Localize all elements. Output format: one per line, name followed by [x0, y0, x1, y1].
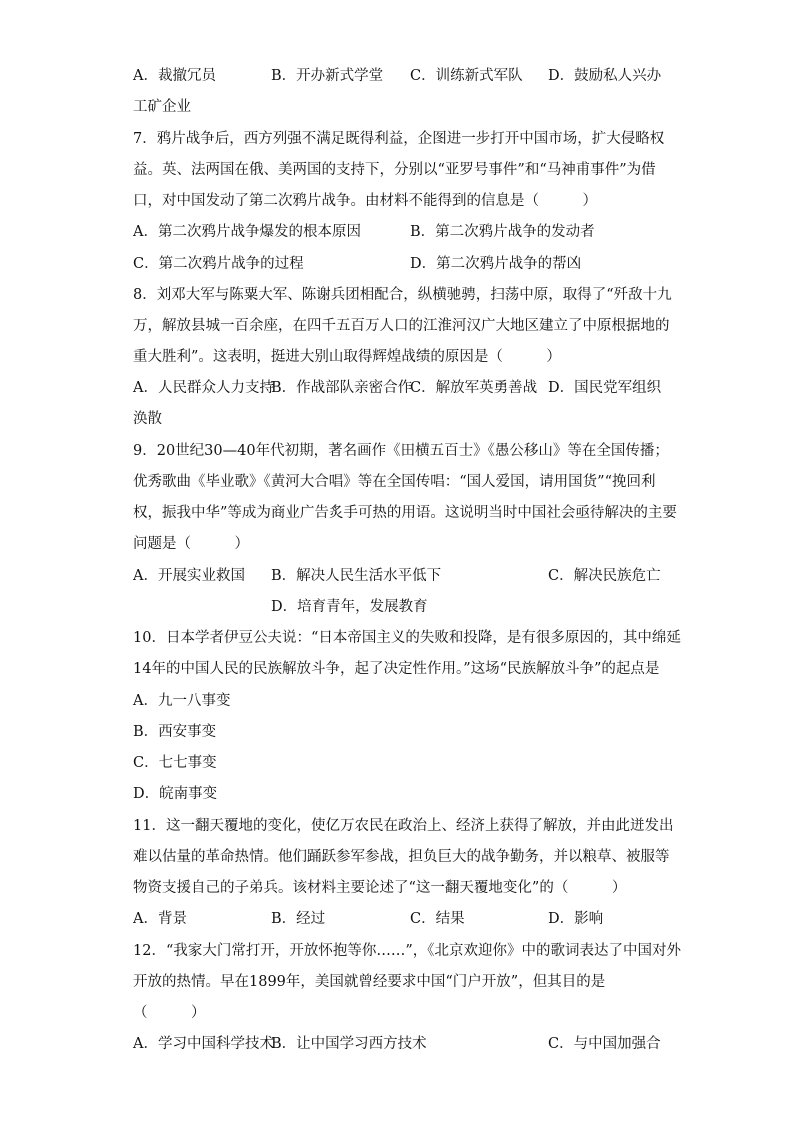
q7-option-b[interactable]: B．第二次鸦片战争的发动者: [410, 224, 595, 240]
q7-option-a[interactable]: A．第二次鸦片战争爆发的根本原因: [133, 224, 361, 240]
q12-stem-line-3: （ ）: [133, 1005, 206, 1021]
q10-option-a[interactable]: A．九一八事变: [133, 693, 231, 709]
q9-option-a[interactable]: A．开展实业救国: [133, 568, 245, 584]
q11-option-b[interactable]: B．经过: [271, 911, 326, 927]
q6-option-c[interactable]: C．训练新式军队: [410, 68, 523, 84]
q7-option-c[interactable]: C．第二次鸦片战争的过程: [133, 256, 304, 272]
q6-option-d[interactable]: D．鼓励私人兴办: [548, 68, 662, 84]
q11-stem-line-2: 难以估量的革命热情。他们踊跃参军参战，担负巨大的战争勤务，并以粮草、被服等: [133, 849, 670, 865]
q6-option-a[interactable]: A．裁撤冗员: [133, 68, 216, 84]
q11-stem-line-3: 物资支援自己的子弟兵。该材料主要论述了“这一翻天覆地变化”的（ ）: [133, 880, 627, 896]
q10-option-d[interactable]: D．皖南事变: [133, 786, 218, 802]
q8-option-c[interactable]: C．解放军英勇善战: [410, 380, 538, 396]
q8-stem-line-2: 万，解放县城一百余座，在四千五百万人口的江淮河汉广大地区建立了中原根据地的: [133, 318, 670, 334]
q12-stem-line-1: 12．“我家大门常打开，开放怀抱等你……”，《北京欢迎你》中的歌词表达了中国对外: [133, 943, 682, 959]
q9-stem-line-4: 问题是（ ）: [133, 536, 249, 552]
q12-option-c[interactable]: C．与中国加强合: [548, 1036, 661, 1052]
q6-option-d-cont: 工矿企业: [133, 99, 191, 115]
q8-option-a[interactable]: A．人民群众人力支持: [133, 380, 274, 396]
q7-stem-line-2: 益。英、法两国在俄、美两国的支持下，分别以“亚罗号事件”和“马神甫事件”为借: [133, 162, 656, 178]
q12-stem-line-2: 开放的热情。早在1899年，美国就曾经要求中国“门户开放”，但其目的是: [133, 974, 606, 990]
q11-option-a[interactable]: A．背景: [133, 911, 187, 927]
q7-stem-line-1: 7．鸦片战争后，西方列强不满足既得利益，企图进一步打开中国市场，扩大侵略权: [133, 131, 665, 147]
q9-stem-line-1: 9．20世纪30—40年代初期，著名画作《田横五百士》《愚公移山》等在全国传播；: [133, 443, 669, 459]
q6-option-b[interactable]: B．开办新式学堂: [271, 68, 384, 84]
q8-option-d[interactable]: D．国民党军组织: [548, 380, 662, 396]
q12-option-a[interactable]: A．学习中国科学技术: [133, 1036, 274, 1052]
q7-stem-line-3: 口，对中国发动了第二次鸦片战争。由材料不能得到的信息是（ ）: [133, 193, 597, 209]
q10-option-b[interactable]: B．西安事变: [133, 724, 217, 740]
q9-option-b[interactable]: B．解决人民生活水平低下: [271, 568, 442, 584]
q10-stem-line-2: 14年的中国人民的民族解放斗争，起了决定性作用。”这场“民族解放斗争”的起点是: [133, 661, 660, 677]
q11-stem-line-1: 11．这一翻天覆地的变化，使亿万农民在政治上、经济上获得了解放，并由此迸发出: [133, 818, 674, 834]
q8-stem-line-3: 重大胜利”。这表明，挺进大别山取得辉煌战绩的原因是（ ）: [133, 349, 561, 365]
q9-option-d[interactable]: D．培育青年，发展教育: [271, 599, 428, 615]
q10-stem-line-1: 10．日本学者伊豆公夫说：“日本帝国主义的失败和投降，是有很多原因的，其中绵延: [133, 630, 681, 646]
q11-option-c[interactable]: C．结果: [410, 911, 465, 927]
q8-stem-line-1: 8．刘邓大军与陈粟大军、陈谢兵团相配合，纵横驰骋，扫荡中原，取得了“歼敌十九: [133, 287, 672, 303]
q9-option-c[interactable]: C．解决民族危亡: [548, 568, 661, 584]
q9-stem-line-2: 优秀歌曲《毕业歌》《黄河大合唱》等在全国传唱：“国人爱国，请用国货”“挽回利: [133, 474, 656, 490]
q9-stem-line-3: 权，振我中华”等成为商业广告炙手可热的用语。这说明当时中国社会亟待解决的主要: [133, 505, 677, 521]
q10-option-c[interactable]: C．七七事变: [133, 755, 217, 771]
q7-option-d[interactable]: D．第二次鸦片战争的帮凶: [410, 256, 582, 272]
q12-option-b[interactable]: B．让中国学习西方技术: [271, 1036, 427, 1052]
q8-option-b[interactable]: B．作战部队亲密合作: [271, 380, 413, 396]
q8-option-d-cont: 涣散: [133, 411, 162, 427]
q11-option-d[interactable]: D．影响: [548, 911, 604, 927]
